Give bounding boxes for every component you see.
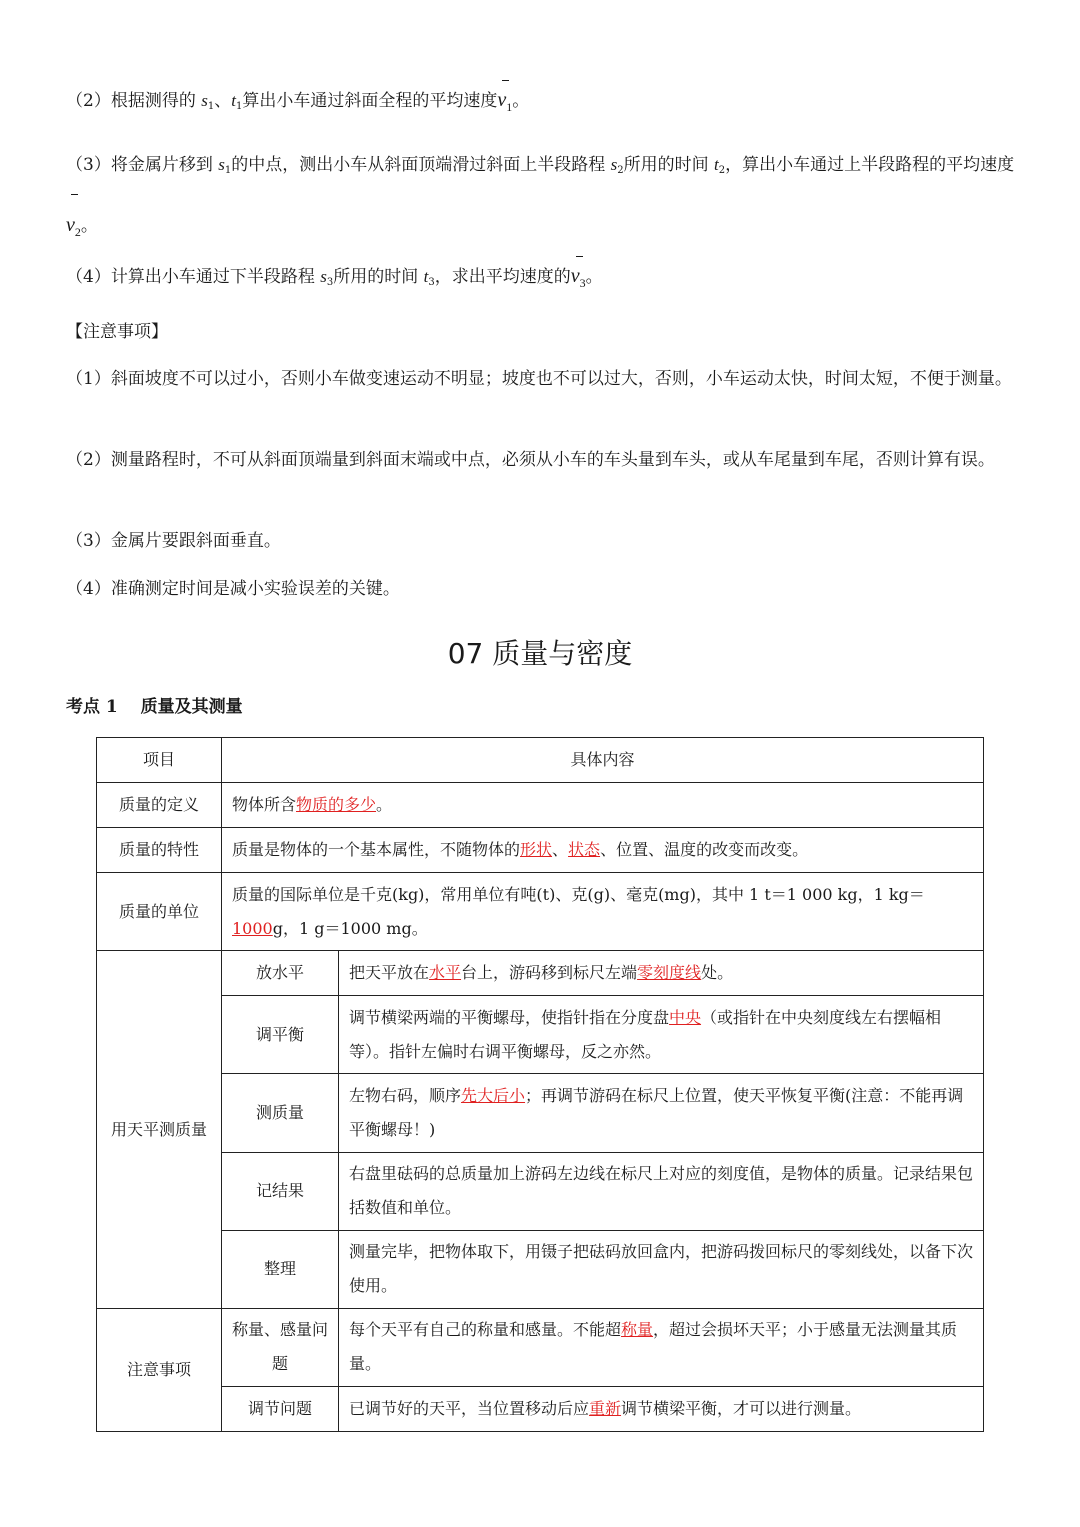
section-title: 07 质量与密度 [447,637,633,670]
row-content: 质量的国际单位是千克(kg)，常用单位有吨(t)、克(g)、毫克(mg)，其中 1 t＝1 000 kg，1 kg＝1000g，1 g＝1000 mg。 [222,873,984,951]
row-content: 质量是物体的一个基本属性，不随物体的形状、状态、位置、温度的改变而改变。 [222,828,984,873]
table-row [97,951,984,996]
mass-measurement-table [96,737,984,1432]
step-name: 整理 [222,1230,339,1308]
row-label: 用天平测质量 [97,951,222,1309]
paragraph-step-2: （2）根据测得的 $s_1$、$t_1$算出小车通过斜面全程的平均速度$v_1$。 [66,84,1021,124]
kaodian-heading: 考点 1 质量及其测量 [66,697,243,717]
table-row [97,1152,984,1230]
row-label: 质量的特性 [97,828,222,873]
header-item: 项目 [97,738,222,783]
notice-1: （1）斜面坡度不可以过小，否则小车做变速运动不明显；坡度也不可以过大，否则，小车运动太快，时间太短，不便于测量。 [66,369,1012,389]
table-row [97,996,984,1074]
paragraph-step-4: （4）计算出小车通过下半段路程 $s_3$所用的时间 $t_3$，求出平均速度的$v_3$。 [66,260,1021,300]
step-name: 记结果 [222,1152,339,1230]
table-row [97,1230,984,1308]
notice-4: （4）准确测定时间是减小实验误差的关键。 [66,579,400,599]
paragraph-step-3: （3）将金属片移到 $s_1$的中点，测出小车从斜面顶端滑过斜面上半段路程 $s_2$所用的时间 $t_2$，算出小车通过上半段路程的平均速度$v_2$。 [66,138,1021,259]
table-row [97,828,984,873]
step-content: 右盘里砝码的总质量加上游码左边线在标尺上对应的刻度值，是物体的质量。记录结果包括数值和单位。 [339,1152,984,1230]
notice-2: （2）测量路程时，不可从斜面顶端量到斜面末端或中点，必须从小车的车头量到车头，或从车尾量到车尾，否则计算有误。 [66,450,995,470]
step-content: 调节横梁两端的平衡螺母，使指针指在分度盘中央（或指针在中央刻度线左右摆幅相等）。指针左偏时右调平衡螺母，反之亦然。 [339,996,984,1074]
step-content: 把天平放在水平台上，游码移到标尺左端零刻度线处。 [339,951,984,996]
row-label: 注意事项 [97,1308,222,1431]
note-content: 每个天平有自己的称量和感量。不能超称量，超过会损坏天平；小于感量无法测量其质量。 [339,1308,984,1386]
row-label: 质量的定义 [97,783,222,828]
avg-velocity-v1: $v_1$ [497,84,512,124]
avg-velocity-v3: $v_3$ [571,260,586,300]
step-name: 调平衡 [222,996,339,1074]
step-content: 左物右码，顺序先大后小；再调节游码在标尺上位置，使天平恢复平衡(注意：不能再调平衡螺母！) [339,1074,984,1152]
table-row [97,1386,984,1431]
notice-3: （3）金属片要跟斜面垂直。 [66,531,281,551]
table-row [97,1308,984,1386]
note-content: 已调节好的天平，当位置移动后应重新调节横梁平衡，才可以进行测量。 [339,1386,984,1431]
table-row [97,873,984,951]
row-label: 质量的单位 [97,873,222,951]
table-row [97,783,984,828]
note-name: 调节问题 [222,1386,339,1431]
table-row [97,1074,984,1152]
table-header-row [97,738,984,783]
notice-heading: 【注意事项】 [66,322,168,342]
step-content: 测量完毕，把物体取下，用镊子把砝码放回盒内，把游码拨回标尺的零刻线处，以备下次使用。 [339,1230,984,1308]
step-name: 放水平 [222,951,339,996]
row-content: 物体所含物质的多少。 [222,783,984,828]
note-name: 称量、感量问题 [222,1308,339,1386]
header-content: 具体内容 [222,738,984,783]
step-name: 测质量 [222,1074,339,1152]
avg-velocity-v2: $v_2$ [66,198,81,259]
